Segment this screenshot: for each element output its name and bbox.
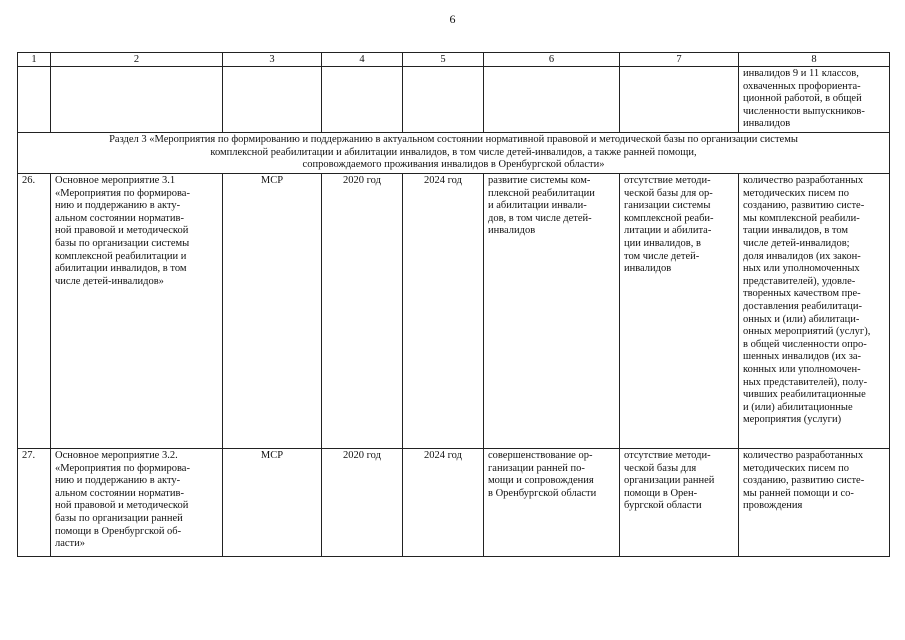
- column-number-row: [18, 53, 890, 67]
- column-number: 8: [739, 53, 890, 67]
- row-number: 26.: [18, 174, 51, 449]
- table-cell: [51, 67, 223, 133]
- executor: МСР: [223, 449, 322, 557]
- column-number: 2: [51, 53, 223, 67]
- end-year: 2024 год: [403, 449, 484, 557]
- end-year: 2024 год: [403, 174, 484, 449]
- measure-name: Основное мероприятие 3.1 «Мероприятия по формирова- нию и поддержанию в акту- альном состоянии норматив- ной правовой и методической базы по организации системы комплексной реабилитации и абилитации инвалидов, в том числе детей-инвалидов»: [51, 174, 223, 449]
- column-number: 7: [620, 53, 739, 67]
- indicators: количество разработанных методических писем по созданию, развитию систе- мы комплексной реабили- тации инвалидов, в том числе детей-инвалидов; доля инвалидов (их закон- ных или уполномоченных представителей), удовле- творенных качеством пре- доставления реабилитаци- онных и (или) абилитаци- онных мероприятий (услуг), в общей численности опро- шенных инвалидов (их за- конных или уполномочен- ных представителей), полу- чивших реабилитационные и (или) абилитационные мероприятия (услуги): [739, 174, 890, 449]
- column-number: 3: [223, 53, 322, 67]
- column-number: 4: [322, 53, 403, 67]
- table-cell: [620, 67, 739, 133]
- measure-name: Основное мероприятие 3.2. «Мероприятия по формирова- нию и поддержанию в акту- альном состоянии норматив- ной правовой и методической базы по организации ранней помощи в Оренбургской об- ласти»: [51, 449, 223, 557]
- non-implementation-consequences: отсутствие методи- ческой базы для организации ранней помощи в Орен- бургской области: [620, 449, 739, 557]
- row-number: 27.: [18, 449, 51, 557]
- continuation-row: [18, 67, 890, 133]
- column-number: 6: [484, 53, 620, 67]
- table-cell: [18, 67, 51, 133]
- section-title: Раздел 3 «Мероприятия по формированию и поддержанию в актуальном состоянии нормативной правовой и методической базы по организации системы комплексной реабилитации и абилитации инвалидов, в том числе детей-инвалидов, а также ранней помощи, сопровождаемого проживания инвалидов в Оренбургской области»: [18, 133, 890, 174]
- table-row: [18, 174, 890, 449]
- executor: МСР: [223, 174, 322, 449]
- section-row: [18, 133, 890, 174]
- page-number: 6: [449, 12, 456, 26]
- measures-table: [17, 52, 890, 557]
- start-year: 2020 год: [322, 449, 403, 557]
- non-implementation-consequences: отсутствие методи- ческой базы для ор- ганизации системы комплексной реаби- литации и абилита- ции инвалидов, в том числе детей- инвалидов: [620, 174, 739, 449]
- expected-result: совершенствование ор- ганизации ранней по- мощи и сопровождения в Оренбургской области: [484, 449, 620, 557]
- table-cell: [223, 67, 322, 133]
- table-cell: [322, 67, 403, 133]
- expected-result: развитие системы ком- плексной реабилитации и абилитации инвали- дов, в том числе детей- инвалидов: [484, 174, 620, 449]
- column-number: 5: [403, 53, 484, 67]
- indicators: количество разработанных методических писем по созданию, развитию систе- мы ранней помощи и со- провождения: [739, 449, 890, 557]
- indicator-cell: инвалидов 9 и 11 классов, охваченных профориента- ционной работой, в общей численности выпускников- инвалидов: [739, 67, 890, 133]
- start-year: 2020 год: [322, 174, 403, 449]
- table-row: [18, 449, 890, 557]
- table-cell: [403, 67, 484, 133]
- column-number: 1: [18, 53, 51, 67]
- table-cell: [484, 67, 620, 133]
